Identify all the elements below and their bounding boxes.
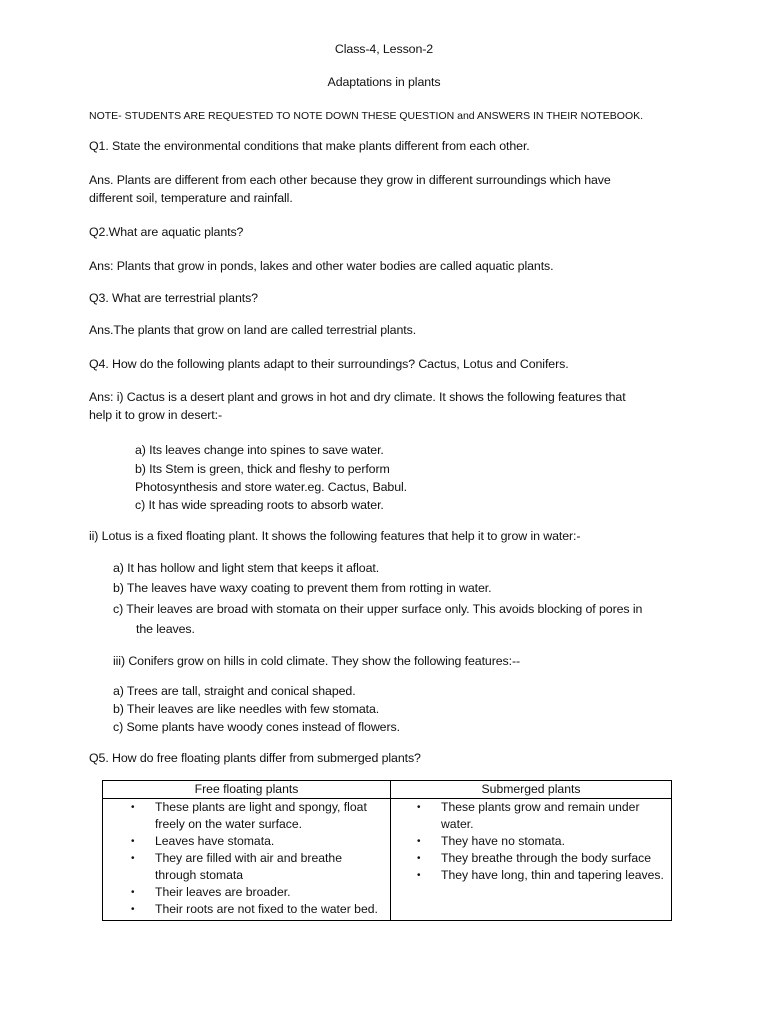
- table-header-row: [103, 781, 672, 799]
- list-item: • They breathe through the body surface: [391, 850, 667, 867]
- free-floating-cell: [103, 799, 391, 921]
- submerged-cell: [391, 799, 672, 921]
- q4-lotus-item-c-cont: the leaves.: [136, 622, 195, 636]
- table-header-submerged: Submerged plants: [391, 781, 672, 799]
- q3-answer: Ans.The plants that grow on land are called terrestrial plants.: [89, 323, 417, 337]
- q5-question: Q5. How do free floating plants differ from submerged plants?: [89, 751, 421, 765]
- q4-cactus-item-b-cont: Photosynthesis and store water.eg. Cactus, Babul.: [135, 480, 407, 494]
- class-lesson-heading: Class-4, Lesson-2: [334, 42, 434, 56]
- table-header-free-floating: Free floating plants: [103, 781, 391, 799]
- q1-question: Q1. State the environmental conditions that make plants different from each other.: [89, 139, 530, 153]
- list-item: • Their roots are not fixed to the water bed.: [103, 901, 386, 918]
- q4-conifer-item-b: b) Their leaves are like needles with few stomata.: [113, 702, 380, 716]
- note-text: NOTE- STUDENTS ARE REQUESTED TO NOTE DOWN THESE QUESTION and ANSWERS IN THEIR NOTEBOOK.: [89, 110, 644, 122]
- q4-lotus-intro: ii) Lotus is a fixed floating plant. It shows the following features that help it to grow in water:-: [89, 529, 581, 543]
- table-row: [103, 799, 672, 921]
- list-item: • Their leaves are broader.: [103, 884, 386, 901]
- q4-cactus-item-c: c) It has wide spreading roots to absorb water.: [135, 498, 384, 512]
- q1-answer-line2: different soil, temperature and rainfall.: [89, 191, 293, 205]
- q3-question: Q3. What are terrestrial plants?: [89, 291, 258, 305]
- q4-cactus-item-a: a) Its leaves change into spines to save water.: [135, 443, 384, 457]
- q4-conifer-item-a: a) Trees are tall, straight and conical shaped.: [113, 684, 356, 698]
- q4-cactus-intro-line1: Ans: i) Cactus is a desert plant and grows in hot and dry climate. It shows the following features that: [89, 390, 626, 404]
- comparison-table: [102, 780, 672, 921]
- submerged-list: [391, 799, 671, 886]
- q4-lotus-item-c: c) Their leaves are broad with stomata on their upper surface only. This avoids blocking of pores in: [113, 602, 643, 616]
- q4-lotus-item-a: a) It has hollow and light stem that keeps it afloat.: [113, 561, 380, 575]
- q4-conifer-intro: iii) Conifers grow on hills in cold climate. They show the following features:--: [113, 654, 521, 668]
- q2-question: Q2.What are aquatic plants?: [89, 225, 244, 239]
- q4-question: Q4. How do the following plants adapt to their surroundings? Cactus, Lotus and Conifers.: [89, 357, 569, 371]
- q2-answer: Ans: Plants that grow in ponds, lakes and other water bodies are called aquatic plants.: [89, 259, 554, 273]
- q4-lotus-item-b: b) The leaves have waxy coating to prevent them from rotting in water.: [113, 581, 492, 595]
- q4-cactus-item-b: b) Its Stem is green, thick and fleshy to perform: [135, 462, 390, 476]
- list-item: • They have long, thin and tapering leaves.: [391, 867, 667, 884]
- list-item: • Leaves have stomata.: [103, 833, 386, 850]
- q4-cactus-intro-line2: help it to grow in desert:-: [89, 408, 222, 422]
- list-item: • These plants are light and spongy, float freely on the water surface.: [103, 799, 386, 833]
- page-title: Adaptations in plants: [327, 75, 441, 89]
- list-item: • They are filled with air and breathe through stomata: [103, 850, 386, 884]
- free-floating-list: [103, 799, 390, 920]
- q4-conifer-item-c: c) Some plants have woody cones instead of flowers.: [113, 720, 400, 734]
- list-item: • They have no stomata.: [391, 833, 667, 850]
- list-item: • These plants grow and remain under water.: [391, 799, 667, 833]
- q1-answer-line1: Ans. Plants are different from each other because they grow in different surroundings which have: [89, 173, 611, 187]
